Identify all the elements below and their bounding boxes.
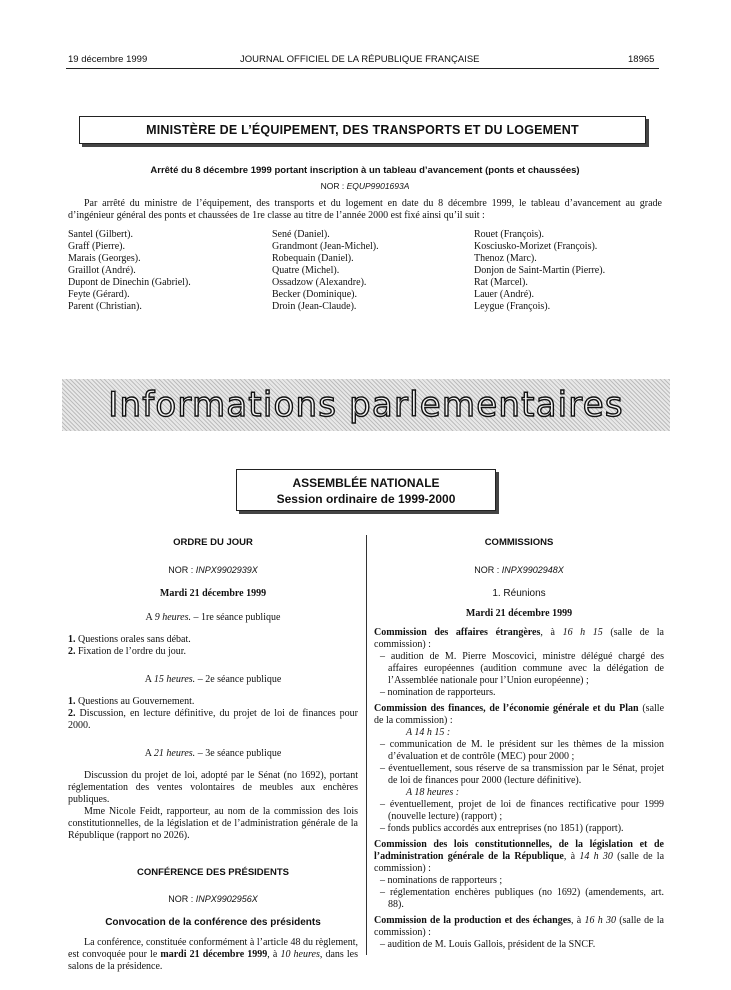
name-entry: Marais (Georges). <box>68 253 141 264</box>
name-entry: Becker (Dominique). <box>272 289 357 300</box>
name-entry: Quatre (Michel). <box>272 265 340 276</box>
banner-title: Informations parlementaires <box>108 385 624 425</box>
list-item: – éventuellement, projet de loi de finances rectificative pour 1999 (nouvelle lecture) (rapport) ; <box>380 799 665 822</box>
name-entry: Grandmont (Jean-Michel). <box>272 241 379 252</box>
column-divider <box>366 535 367 955</box>
ordre-nor: NOR : INPX9902939X <box>168 565 258 575</box>
list-item: – fonds publics accordés aux entreprises (no 1851) (rapport). <box>380 823 624 834</box>
header-page-number: 18965 <box>628 54 655 65</box>
commission-production: Commission de la production et des échanges, à 16 h 30 (salle de la commission) : <box>374 915 664 938</box>
list-item: 1. Questions au Gouvernement. <box>68 696 195 707</box>
name-entry: Dupont de Dinechin (Gabriel). <box>68 277 191 288</box>
seance-3-paragraph: Discussion du projet de loi, adopté par le Sénat (no 1692), portant réglementation des ventes volontaires de meubles aux enchères publiques. <box>68 770 358 805</box>
commission-affaires-etrangeres: Commission des affaires étrangères, à 16 h 15 (salle de la commission) : <box>374 627 664 650</box>
commissions-nor: NOR : INPX9902948X <box>474 565 564 575</box>
name-entry: Feyte (Gérard). <box>68 289 130 300</box>
left-column <box>68 537 358 973</box>
names-column-1 <box>68 229 191 313</box>
commissions-heading: COMMISSIONS <box>484 537 554 548</box>
list-item: – réglementation enchères publiques (no 1692) (amendements, art. 88). <box>380 887 665 910</box>
name-entry: Robequain (Daniel). <box>272 253 354 264</box>
list-item: – communication de M. le président sur les thèmes de la mission d’évaluation et de contrôle (MEC) pour 2000 ; <box>380 739 665 762</box>
name-entry: Leygue (François). <box>474 301 551 312</box>
name-entry: Graillot (André). <box>68 265 136 276</box>
ordre-date: Mardi 21 décembre 1999 <box>159 588 267 599</box>
commissions-date: Mardi 21 décembre 1999 <box>465 608 573 619</box>
arrete-nor: NOR : EQUP9901693A <box>320 181 410 191</box>
name-entry: Graff (Pierre). <box>68 241 126 252</box>
seance-2-title: A 15 heures. – 2e séance publique <box>144 674 282 685</box>
conference-heading: CONFÉRENCE DES PRÉSIDENTS <box>136 867 290 878</box>
seance-3-title: A 21 heures. – 3e séance publique <box>144 748 282 759</box>
name-entry: Santel (Gilbert). <box>68 229 133 240</box>
arrete-body: Par arrêté du ministre de l’équipement, des transports et du logement en date du 8 décembre 1999, le tableau d’avancement au grade d’ingénieur général des ponts et chaussées de 1re classe au titre de l’année 2000 est fixé ainsi qu’il suit : <box>68 198 662 221</box>
seance-1-title: A 9 heures. – 1re séance publique <box>145 612 281 623</box>
name-entry: Rouet (François). <box>474 229 544 240</box>
time-label: A 18 heures : <box>406 787 460 798</box>
assembly-title: ASSEMBLÉE NATIONALE <box>292 476 440 490</box>
name-entry: Rat (Marcel). <box>474 277 528 288</box>
list-item: 2. Discussion, en lecture définitive, du projet de loi de finances pour 2000. <box>68 708 359 731</box>
header-journal-title: JOURNAL OFFICIEL DE LA RÉPUBLIQUE FRANÇAISE <box>240 54 480 65</box>
arrete-title: Arrêté du 8 décembre 1999 portant inscription à un tableau d’avancement (ponts et chaussées) <box>150 165 580 176</box>
name-entry: Droin (Jean-Claude). <box>272 301 357 312</box>
list-item: – nominations de rapporteurs ; <box>380 875 503 886</box>
name-entry: Thenoz (Marc). <box>474 253 537 264</box>
list-item: – nomination de rapporteurs. <box>380 687 496 698</box>
commission-lois: Commission des lois constitutionnelles, de la législation et de l’administration générale de la République, à 14 h 30 (salle de la commission) : <box>374 839 665 874</box>
commission-finances: Commission des finances, de l’économie générale et du Plan (salle de la commission) : <box>374 703 665 726</box>
convocation-heading: Convocation de la conférence des présidents <box>105 917 321 928</box>
header-date: 19 décembre 1999 <box>68 54 148 65</box>
list-item: – audition de M. Louis Gallois, président de la SNCF. <box>380 939 596 950</box>
name-entry: Ossadzow (Alexandre). <box>272 277 367 288</box>
assembly-session: Session ordinaire de 1999-2000 <box>276 492 456 506</box>
name-entry: Lauer (André). <box>474 289 534 300</box>
assembly-box <box>236 469 496 511</box>
right-column <box>374 537 664 951</box>
names-column-3 <box>474 229 605 313</box>
ordre-du-jour-heading: ORDRE DU JOUR <box>173 537 253 548</box>
list-item: – éventuellement, sous réserve de sa transmission par le Sénat, projet de loi de finances pour 2000 (lecture définitive). <box>380 763 665 786</box>
list-item: 1. Questions orales sans débat. <box>68 634 191 645</box>
ministry-title-box: MINISTÈRE DE L’ÉQUIPEMENT, DES TRANSPORTS ET DU LOGEMENT <box>79 116 646 144</box>
name-entry: Donjon de Saint-Martin (Pierre). <box>474 265 606 276</box>
conference-nor: NOR : INPX9902956X <box>168 894 258 904</box>
section-banner <box>62 379 670 431</box>
header-rule <box>66 68 659 69</box>
name-entry: Kosciusko-Morizet (François). <box>474 241 598 252</box>
reunions-heading: 1. Réunions <box>492 588 546 599</box>
convocation-paragraph: La conférence, constituée conformément à l’article 48 du règlement, est convoquée pour le mardi 21 décembre 1999, à 10 heures, dans les salons de la présidence. <box>68 937 358 972</box>
list-item: – audition de M. Pierre Moscovici, ministre délégué chargé des affaires européennes (audition commune avec la délégation de l’Assemblée nationale pour l’Union européenne) ; <box>380 651 665 686</box>
time-label: A 14 h 15 : <box>406 727 451 738</box>
name-entry: Sené (Daniel). <box>272 229 330 240</box>
names-column-2 <box>272 229 379 313</box>
list-item: 2. Fixation de l’ordre du jour. <box>68 646 187 657</box>
seance-3-rapporteur: Mme Nicole Feidt, rapporteur, au nom de la commission des lois constitutionnelles, de la législation et de l’administration générale de la République (rapport no 2026). <box>68 806 358 841</box>
name-entry: Parent (Christian). <box>68 301 142 312</box>
